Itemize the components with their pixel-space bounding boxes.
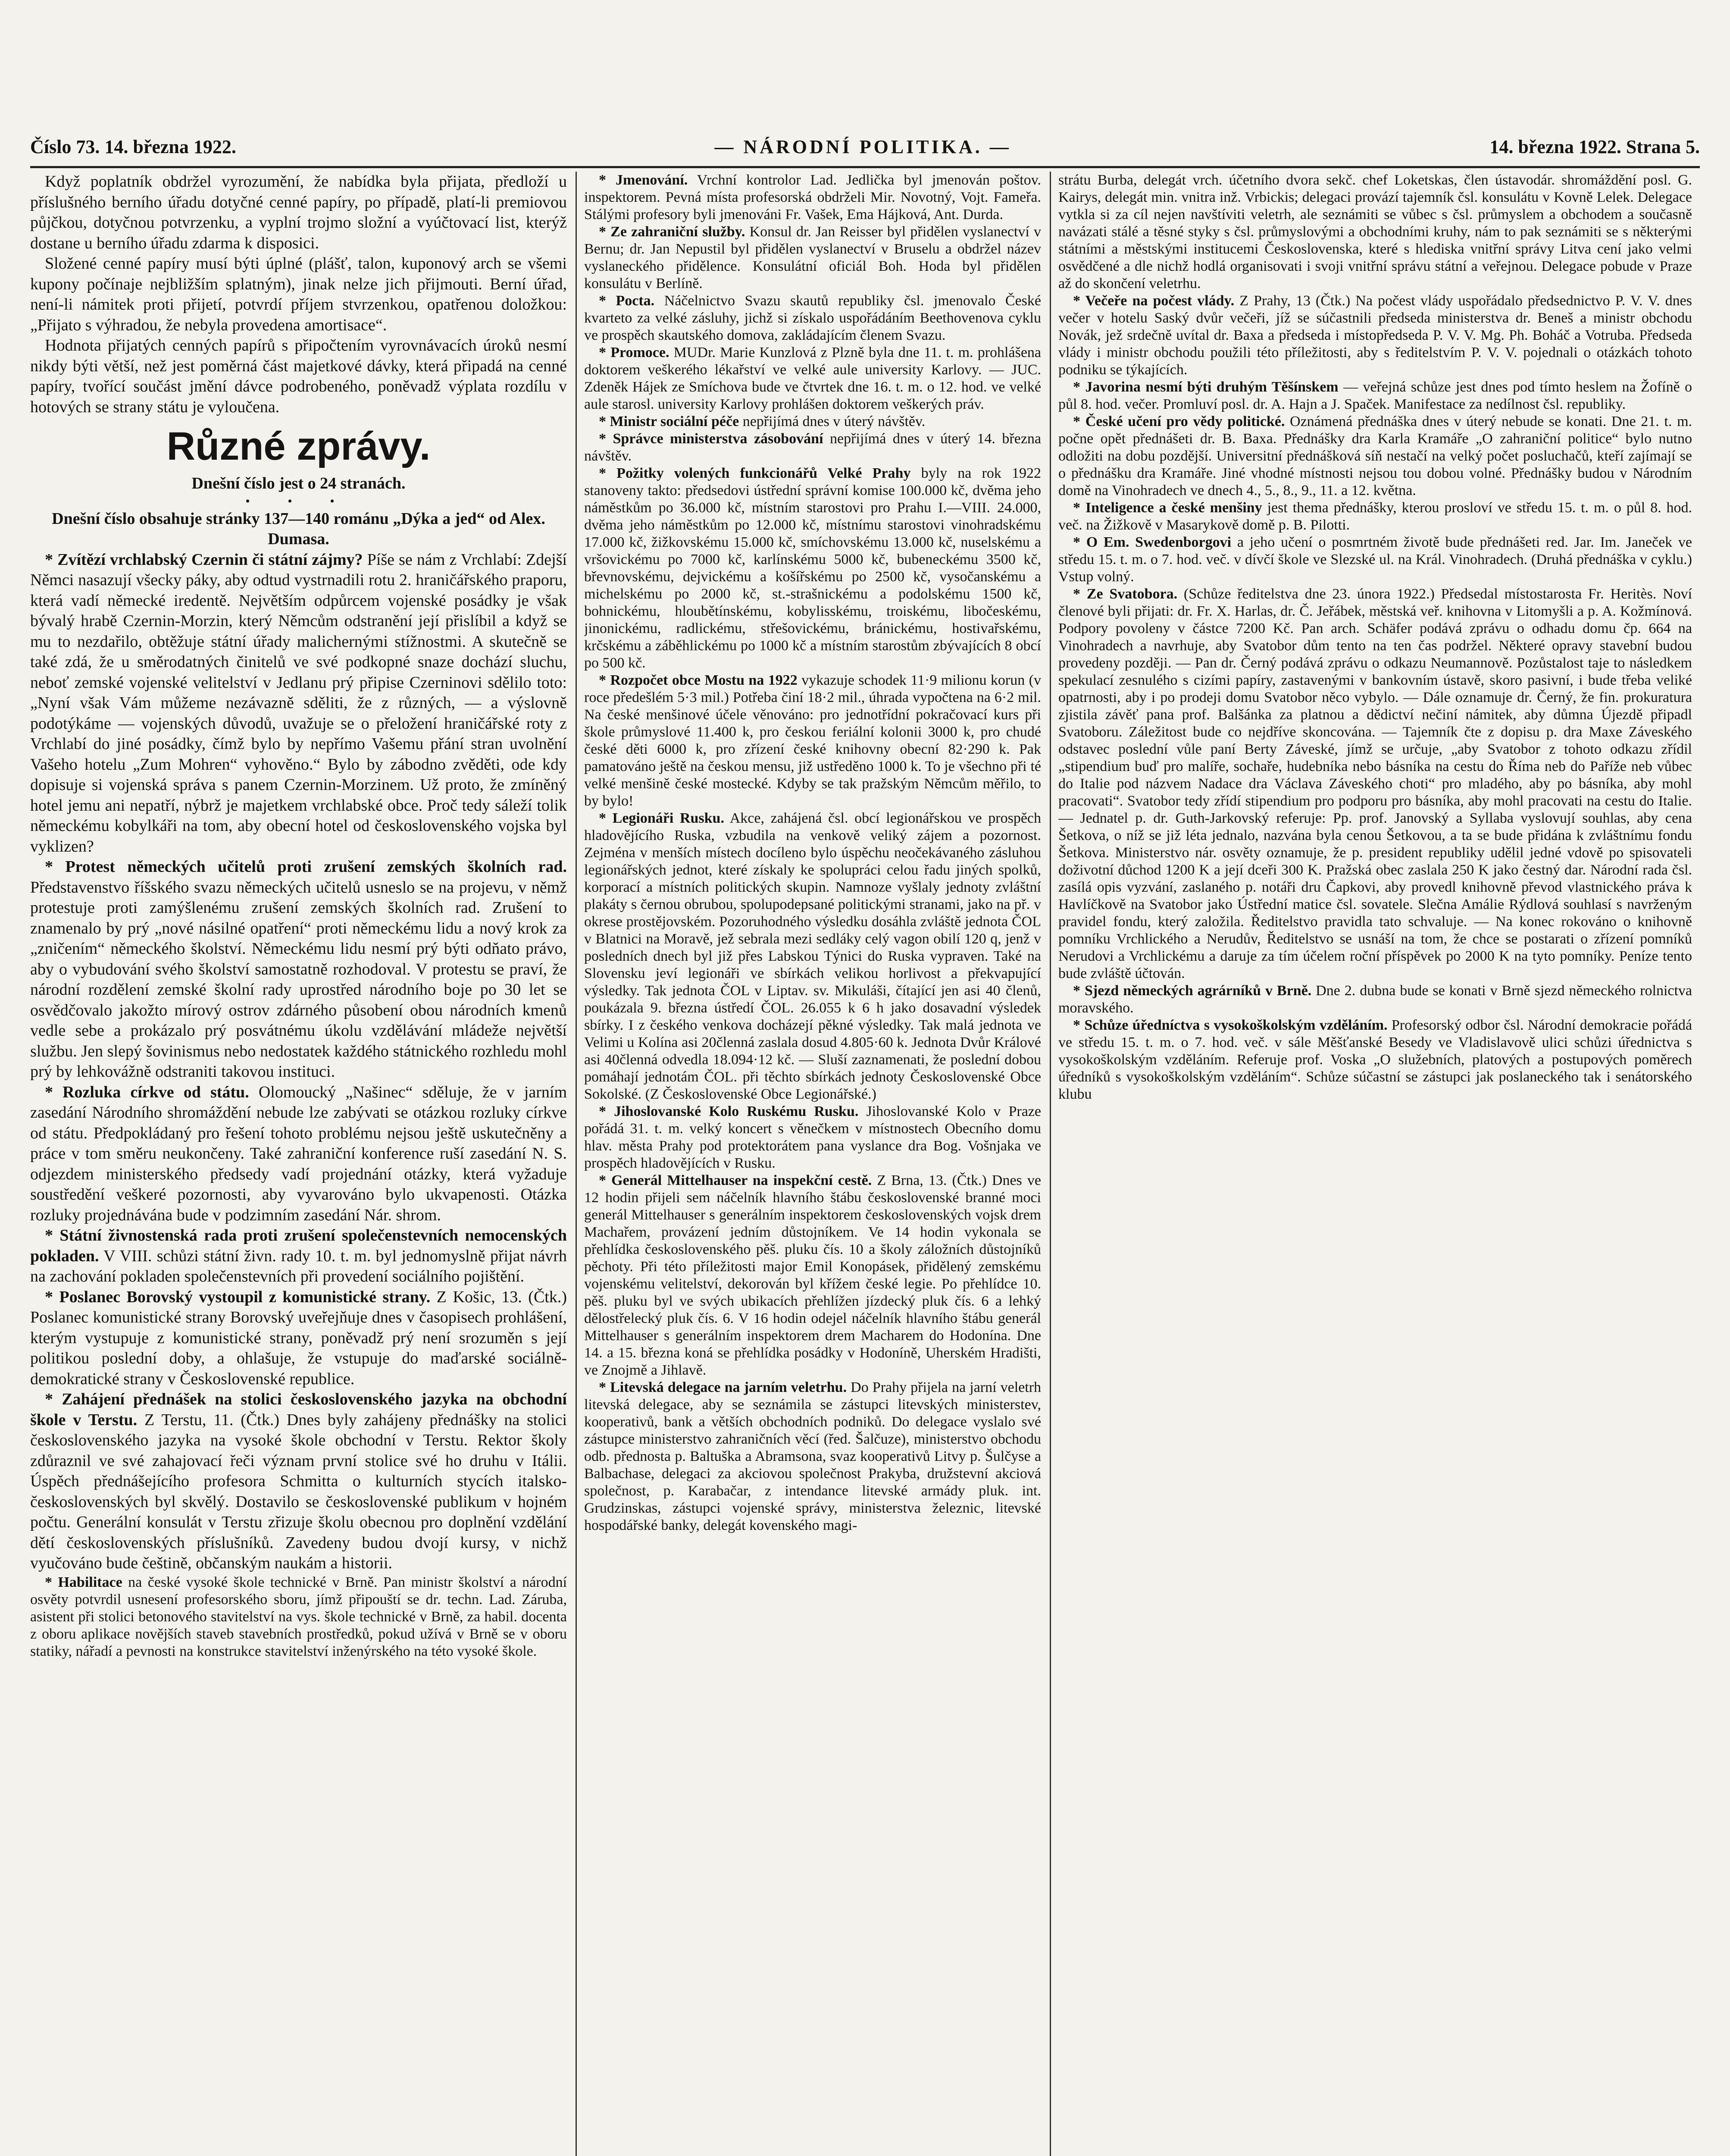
news-item [584,1103,1041,1172]
news-item-headline: * Rozluka církve od státu. [45,1083,249,1101]
news-item-headline: * Pocta. [599,293,655,309]
news-item-headline: * Jihoslovanské Kolo Ruskému Rusku. [599,1103,859,1119]
separator-dots: • • • [245,494,352,508]
news-item-headline: * Litevská delegace na jarním veletrhu. [599,1379,847,1395]
news-item-body: byly na rok 1922 stanoveny takto: předsedovi ústřední správní komise 100.000 kč, dvěma jeho náměstkům po 36.000 kč, místním starostovi pro Prahu I.—VIII. 24.000, dvěma jeho náměstkům po 12.000 kč, místnímu starostovi vinohradskému 17.000 kč, žižkovskému 15.000 kč, smíchovskému 13.000 kč, nuselskému a vršovickému po 7000 kč, karlínskému 5000 kč, bubeneckému 3500 kč, břevnovskému, dejvickému a košířskému po 2500 kč, vysočanskému a michelskému po 2000 kč, st.-strašnickému a podolskému 1500 kč, bohnickému, hloubětínskému, kobylisskému, troiskému, libočeskému, jinonickému, radlickému, střešovickému, bránickému, hostivařskému, krčskému a záběhlickému po 1000 kč a místním starostům zbývajících 8 obcí po 500 kč. [584,465,1041,671]
column-2 [584,172,1041,2156]
news-item-body: Oznámená přednáška dnes v úterý nebude se konati. Dne 21. t. m. počne opět přednášeti dr. B. Baxa. Přednášky dra Karla Kramáře „O zahraniční politice“ bylo nutno odložiti na dobu pozdější. Universitní přednášková síň nestačí na velký počet posluchačů, kteří zajímají se o přednášku dra Kramáře. Jiné vhodné místnosti nejsou tou dobou volné. Přednášky budou v Národním domě na Vinohradech ve dnech 4., 5., 8., 9., 11. a 12. května. [1058,414,1692,498]
news-item-body: Olomoucký „Našinec“ sděluje, že v jarním zasedání Národního shromáždění nebude lze zabývati se otázkou rozluky církve od státu. Předpokládaný pro řešení tohoto problému nejsou ještě uskutečněny a práce v tom směru neukončeny. Také zahraniční konference ruší zasedání N. S. odjezdem ministerského předsedy vadí projednání otázky, která vyžaduje soustředění veškeré pozornosti, aby vyvarováno bylo ukvapenosti. Otázka rozluky projednávána bude v podzimním zasedání Nár. shrom. [30,1083,567,1224]
news-item [30,550,567,857]
news-item [584,172,1041,223]
news-item [584,344,1041,413]
news-item-headline: * Sjezd německých agrárníků v Brně. [1073,983,1312,999]
news-item [1058,379,1692,413]
news-item [30,1225,567,1287]
section-title: Různé zprávy. [166,424,431,468]
news-item [1058,413,1692,499]
news-item [584,430,1041,465]
news-item-body: Náčelnictvo Svazu skautů republiky čsl. jmenovalo České kvarteto za velké zásluhy, jichž si získalo uspořádáním Beethovenova cyklu ve prospěch skautského domova, zakládajícím členem Svazu. [584,293,1041,343]
news-item-body: Představenstvo říšského svazu německých učitelů usneslo se na projevu, v němž protestuje proti zamýšlenému zrušení zemských školních rad. Zrušení to znamenalo by prý „nové násilné opatření“ proti německému lidu a nový krok za „zničením“ německého školství. Německému lidu nesmí prý býti odňato právo, aby o vybudování svého školství samostatně rozhodoval. V protestu se praví, že národní rozdělení zemské školní rady uprostřed národního boje po 30 let se osvědčovalo jakožto mírový ostrov zdárného působení obou národních kmenů vedle sebe a prokázalo prý posvátnému úkolu vzdělávání mládeže největší službu. Jen slepý šovinismus nebo nedostatek každého státnického rozhledu mohl prý by lehkovážně odstraniti takovou instituci. [30,878,567,1081]
news-item-body: (Schůze ředitelstva dne 23. února 1922.) Předsedal místostarosta Fr. Heritès. Noví členové byli přijati: dr. Fr. X. Harlas, dr. Č. Jeřábek, městská veř. knihovna v Litomyšli a p. A. Kožmínová. Podpory povoleny v částce 7200 Kč. Pan arch. Schäfer podává zprávu o odhadu domu čp. 664 na Vinohradech a navrhuje, aby Svatobor dům tento na ten čas podržel. Některé opravy stavební budou provedeny později. — Pan dr. Černý podává zprávu o odkazu Neumannově. Pozůstalost taje to následkem spekulací zesnulého s cizími papíry, zastavenými v bankovním ústavě, skoro pasivní, i bude třeba veliké opatrnosti, aby i po prodeji domu Svatobor něco vybylo. — Dále oznamuje dr. Černý, že fin. prokuratura zjistila závěť pana prof. Balšánka za platnou a dědictví nečiní námitek, aby důmna Újezdě připadl Svatoboru. Záležitost bude co nejdříve skoncována. — Tajemník čte z dopisu p. dra Maxe Záveského odstavec poslední vůle paní Berty Záveské, jímž se určuje, „aby Svatobor z tohoto odkazu zřídil „stipendium buď pro malíře, sochaře, hudebníka nebo básníka na cestu do Říma neb do Paříže neb vůbec do Italie pod názvem Nadace dra Václava Záveského choti“ pro mladého, aby po básníka, aby mohl pracovati“. Svatobor tedy zřídí stipendium pro podporu pro básníka, aby mohl pracovati na cestu do Italie. — Jednatel p. dr. Guth-Jarkovský referuje: Pp. prof. Janovský a Syllaba vyslovují souhlas, aby cena Šetkova, o níž se již léta jednalo, nazvána byla cenou Šetkovou, a ta se bude přidána k zvláštnímu fondu Šetkova. Ministerstvo nár. osvěty oznamuje, že p. president republiky udělil jedné vdově po spisovateli doživotní důchod 1200 K a její dceři 300 K. Pražská obec zaslala 250 K jako čestný dar. Národní rada čsl. zasílá opis vyzvání, zaslaného p. notáři dru Čapkovi, aby provedl knihovně převod vlastnického práva k Havlíčkově na Svatobor jako Ústřední matice čsl. sovatele. Slečna Amálie Rýdlová souhlasí s navrženým pravidel fondu, který založila. Ředitelstvo pravidla tato schvaluje. — Na konec rokováno o knihovně pomníku Vrchlického a Nerudův, Ředitelstvo se usnáší na tom, že chce se postarati o zřízení pomníků Nerudovi a Vrchlickému a daruje za tím účelem roční příspěvek po 2000 K na tyto pomníky. Peníze tento bude zvláště účtován. [1058,586,1692,981]
news-item [584,292,1041,344]
news-item-headline: * Habilitace [45,1574,122,1590]
news-item [30,1287,567,1390]
news-item [584,465,1041,672]
news-item-body: nepřijímá dnes v úterý 14. března návštěv. [584,431,1041,464]
news-item-headline: * Správce ministerstva zásobování [599,431,823,447]
news-item-body: a jeho učení o posmrtném životě bude přednášeti red. Jar. Im. Janeček ve středu 15. t. m. o 7. hod. več. v dívčí škole ve Slezské ul. na Král. Vinohradech. (Druhá přednáška v cyklu.) Vstup volný. [1058,534,1692,585]
news-item-body: Dne 2. dubna bude se konati v Brně sjezd německého rolnictva moravského. [1058,983,1692,1016]
news-item-body: Do Prahy přijela na jarní veletrh litevská delegace, aby se seznámila se zástupci litevských ministerstev, kooperativů, bank a větších obchodních podniků. Do delegace vyslalo své zástupce ministerstvo zahraničních věcí (řed. Šalčuze), ministerstvo obchodu odb. přednosta p. Baltuška a Abramsona, svaz kooperativů Litvy p. Šulčyse a Balbachase, delegaci za akciovou společnost Prakyba, družstevní akciová společnost, p. Karabačar, z intendance litevské armády pluk. int. Grudzinskas, zástupci vojenské správy, ministerstva železnic, litevské hospodářské banky, delegát kovenského magi- [584,1379,1041,1533]
paragraph: Když poplatník obdržel vyrozumění, že nabídka byla přijata, předloží u příslušného berního úřadu dotyčné cenné papíry, po případě, platí-li premiovou půjčkou, dotyčnou potvrzenku, a vyplní trojmo složní a vyúčtovací list, kterýž dostane u berního úřadu zdarma k disposici. [30,172,567,252]
news-item-body: jest thema přednášky, kterou prosloví ve středu 15. t. m. o půl 8. hod. več. na Žižkově v Masarykově domě p. B. Pilotti. [1058,500,1692,533]
news-item-headline: * Schůze úředníctva s vysokoškolským vzděláním. [1073,1017,1388,1033]
news-item [1058,499,1692,534]
news-item-headline: * Večeře na počest vlády. [1073,293,1235,309]
news-item [584,672,1041,810]
news-item [30,1574,567,1660]
news-item-headline: * O Em. Swedenborgovi [1073,534,1232,550]
continued-paragraph: strátu Burba, delegát vrch. účetního dvora sekč. chef Loketskas, člen ústavodár. shromáždění posl. G. Kairys, delegát min. vnitra inž. Vrbickis; delegaci provází tajemník čsl. konsulátu v Kovně Lelek. Delegace vytkla si za cíl nejen navštíviti veletrh, ale seznámiti se vůbec s čsl. průmyslem a obchodem a současně navázati stálé a těsné styky s čsl. průmyslovými a obchodními kruhy, nám to pak seznámiti se s některými státními a městskými institucemi Československa, které s hlediska vnitřní správy Litva cení jako velmi osvědčené a dle nichž hodlá organisovati i svoji vnitřní správu státní a veřejnou. Delegace pobude v Praze až do skončení veletrhu. [1058,172,1692,291]
news-item-headline: * Promoce. [599,345,669,360]
news-item-headline: * Inteligence a české menšiny [1073,500,1262,516]
news-item-headline: * Generál Mittelhauser na inspekční cestě. [599,1172,872,1188]
novel-notice: Dnešní číslo obsahuje stránky 137—140 románu „Dýka a jed“ od Alex. Dumasa. [52,509,545,548]
news-item-body: Jihoslovanské Kolo v Praze pořádá 31. t. m. velký koncert s věnečkem v místnostech Obecního domu hlav. města Prahy pod protektorátem pana vyslance dra Bog. Vošnjaka ve prospěch hladovějících v Rusku. [584,1103,1041,1171]
news-item [584,810,1041,1103]
newspaper-title: — NÁRODNÍ POLITIKA. — [714,136,1011,157]
news-item [30,1082,567,1226]
news-item [1058,292,1692,379]
news-item-headline: * Javorina nesmí býti druhým Těšínskem [1073,379,1339,395]
news-item-headline: * Požitky volených funkcionářů Velké Prahy [599,465,911,481]
issue-pages-notice: Dnešní číslo jest o 24 stranách. [191,474,406,492]
news-item-body: V VIII. schůzi státní živn. rady 10. t. m. byl jednomyslně přijat návrh na zachování pokladen společenstevních při provedení sociálního pojištění. [30,1247,567,1285]
news-item-headline: * Jmenování. [599,172,688,188]
news-item [30,1389,567,1574]
paragraph: Složené cenné papíry musí býti úplné (plášť, talon, kuponový arch se všemi kupony počínaje nejbližším splatným), jinak nelze jich přijmouti. Berní úřad, není-li námitek proti přijetí, potvrdí příjem stvrzenkou, opatřenou doložkou: „Přijato s výhradou, že nebyla provedena amortisace“. [30,254,567,334]
news-item-body: — veřejná schůze jest dnes pod tímto heslem na Žofíně o půl 8. hod. večer. Promluví posl. dr. A. Hajn a J. Spaček. Manifestace za nedílnost čsl. republiky. [1058,379,1692,412]
news-item [1058,534,1692,586]
news-item-body: Vrchní kontrolor Lad. Jedlička byl jmenován poštov. inspektorem. Pevná místa profesorská obdrželi Mir. Novotný, Vojt. Fameřa. Stálými profesory byli jmenováni Fr. Vašek, Ema Hájková, Ant. Durda. [584,172,1041,222]
news-item [1058,586,1692,982]
column-1 [30,172,567,2156]
news-item-headline: * České učení pro vědy politické. [1073,414,1285,429]
news-item-headline: * Rozpočet obce Mostu na 1922 [599,672,798,688]
news-item-body: MUDr. Marie Kunzlová z Plzně byla dne 11. t. m. prohlášena doktorem veškerého lékařství ve velké aule university Karlovy. — JUC. Zdeněk Hájek ze Smíchova bude ve čtvrtek dne 16. t. m. o 12. hod. ve velké aule starosl. university Karlovy prohlášen doktorem veškerých práv. [584,345,1041,412]
news-item [1058,1017,1692,1103]
news-item-headline: * Ze zahraniční služby. [599,224,745,240]
news-item-body: Z Terstu, 11. (Čtk.) Dnes byly zahájeny přednášky na stolici československého jazyka na vysoké škole obchodní v Terstu. Rektor školy zdůraznil ve své zahajovací řeči význam první stolice své ho druhu v Itálii. Úspěch přednášejícího profesora Schmitta o kulturních stycích italsko-československých byl skvělý. Dostavilo se československé publikum v hojném počtu. Generální konsulát v Terstu zřizuje školu obecnou pro doplnění vzdělání dětí československých příslušníků. Zavedeny budou dvojí kursy, v nichž vyučováno bude češtině, občanským naukám a historii. [30,1410,567,1572]
column-3 [1058,172,1692,2156]
date-page-number: 14. března 1922. Strana 5. [1489,136,1700,157]
news-item-headline: * Legionáři Rusku. [599,810,724,826]
news-item-headline: * Ze Svatobora. [1073,586,1178,602]
news-item-body: Píše se nám z Vrchlabí: Zdejší Němci nasazují všecky páky, aby odtud vystrnadili rotu 2. hraničářského praporu, která vadí německé iredentě. Největším odpůrcem vojenské posádky je však bývalý hrabě Czernin-Morzin, který Němcům odstranění její přislíbil a když se mu to nezdařilo, obtěžuje státní úřady malichernými stížnostmi. A skutečně se také zdá, že u směrodatných činitelů ve své podkopné snaze dochází sluchu, neboť zemské vojenské velitelství v Jedlanu prý připise Czerninovi sdělilo toto: „Nyní však Vám můžeme nezávazně sděliti, že z různých, — a výslovně podotýkáme — vojenských důvodů, uvažuje se o přeložení hraničářské roty z Vrchlabí do jiné posádky, čímž bylo by nepřímo Vašemu přání stran uvolnění Vašeho hotelu „Zum Mohren“ vyhověno.“ Bylo by zábodno zvěděti, ode kdy dopisuje si vojenská správa s panem Czernin-Morzinem. Už proto, že zmíněný hotel jemu ani nepatří, nýbrž je majetkem vrchlabské obce. Proč tedy sáleží tolik německému kobylkáři na tom, aby obecní hotel od československého vojska byl vyklizen? [30,550,567,856]
news-item-body: Akce, zahájená čsl. obcí legionářskou ve prospěch hladovějícího Ruska, vzbudila na venkově veliký zájem a pozornost. Zejména v menších místech docíleno bylo úspěchu neočekávaného zásluhou legionářských jednot, které získaly ke spolupráci celou řadu jiných spolků, korporací a místních politických skupin. Namnoze vyšlaly jednoty zvláštní plakáty s černou obrubou, spolupodepsané politickými stranami, jako na př. v okrese prostějovském. Pozoruhodného výsledku dosáhla zvláště jednota ČOL v Blatnici na Moravě, jež sebrala mezi sedláky celý vagon obilí 120 q, jenž v posledních dnech byl již přes Labskou Týnici do Ruska vypraven. Také na Slovensku jeví legionáři ve sbírkách velikou horlivost a překvapující výsledky. Tak jednota ČOL v Liptav. sv. Mikuláši, čítající jen asi 40 členů, poukázala 9. března ústředí ČOL. 26.055 k 6 h jako dosavadní výsledek sbírky. I z českého venkova docházejí pěkné výsledky. Tak malá jednota ve Velimi u Kolína asi 20členná zaslala dosud 4.805·60 k. Jednota Dvůr Králové asi 40členná odvedla 18.094·12 kč. — Sluší zaznamenati, že poslední dobou pomáhají jednotám ČOL. při těchto sbírkách jednoty Československé Obce Sokolské. (Z Československé Obce Legionářské.) [584,810,1041,1102]
news-item [584,1379,1041,1534]
news-item [30,857,567,1082]
paragraph: Hodnota přijatých cenných papírů s připočtením vyrovnávacích úroků nesmí nikdy býti větší, než jest poměrná část majetkové dávky, která připadá na cenné papíry, tvořící součást jmění dávce podrobeného, poněvadž výplata rozdílu v hotových se strany státu je vyloučena. [30,336,567,416]
news-item-body: vykazuje schodek 11·9 milionu korun (v roce předešlém 5·3 mil.) Potřeba činí 18·2 mil., úhrada vypočtena na 6·2 mil. Na české menšinové účele věnováno: pro jednotřídní pokračovací kurs při škole průmyslové 11.400 k, pro českou feriální kolonii 3000 k, pro chudé české děti 6000 k, pro zřízení české knihovny obecní 82·290 k. Pak pamatováno ještě na českou mensu, již ustředěno 1000 k. To je všechno při té velké menšině české mostecké. Kdyby se tak pražským Němcům měřilo, to by bylo! [584,672,1041,809]
issue-number-date: Číslo 73. 14. března 1922. [30,136,236,157]
news-item-body: Z Brna, 13. (Čtk.) Dnes ve 12 hodin přijeli sem náčelník hlavního štábu československé branné moci generál Mittelhauser s generálním inspektorem československých vojsk drem Machařem, provázení jedním důstojníkem. Ve 14 hodin vykonala se přehlídka československého pěš. pluku čís. 10 a školy záložních důstojníků pěchoty. Při této příležitosti major Emil Konopásek, přidělený zemskému vojenskému velitelství, dekorován byl křížem české legie. Po přehlídce 10. pěš. pluku byl ve svých ubikacích přehlížen jízdecký pluk čís. 6 a lehký dělostřelecký pluk čís. 6. V 16 hodin odejel náčelník hlavního štábu generál Mittelhauser s generálním inspektorem drem Macharem do Hodonína. Dne 14. a 15. března koná se přehlídka posádky v Hodoníně, Uherském Hradišti, ve Znojmě a Jihlavě. [584,1172,1041,1378]
news-item [584,413,1041,430]
news-item-headline: * Zahájení přednášek na stolici československého jazyka na obchodní škole v Terstu. [30,1390,567,1429]
running-header [30,127,1700,168]
news-item-body: Z Košic, 13. (Čtk.) Poslanec komunistické strany Borovský uveřejňuje dnes v časopisech prohlášení, kterým vystupuje z komunistické strany, poněvadž prý není srozuměn s její politikou poslední doby, a ohlašuje, že vstupuje do maďarské sociálně-demokratické strany v Československé republice. [30,1288,567,1388]
news-item [584,223,1041,292]
news-item-body: nepřijímá dnes v úterý návštěv. [742,414,926,429]
news-item-body: na české vysoké škole technické v Brně. Pan ministr školství a národní osvěty potvrdil usnesení profesorského sboru, jímž připouští se dr. techn. Lad. Záruba, asistent při stolici betonového stavitelství na vys. škole technické v Brně, za habil. docenta z oboru aplikace novějších staveb stavebních prostředků, pokud užívá v Brně se v oboru statiky, nářadí a pevnosti na konstrukce stavitelství inženýrského na této vysoké škole. [30,1574,567,1659]
news-item-headline: * Ministr sociální péče [599,414,739,429]
column-rule [1050,172,1051,2156]
news-item [1058,982,1692,1017]
news-item-headline: * Poslanec Borovský vystoupil z komunistické strany. [45,1288,431,1306]
news-item-headline: * Protest německých učitelů proti zrušení zemských školních rad. [45,858,567,876]
news-item-headline: * Státní živnostenská rada proti zrušení společenstevních nemocenských pokladen. [30,1226,567,1265]
news-item [584,1172,1041,1379]
column-rule [576,172,577,2156]
news-item-headline: * Zvítězí vrchlabský Czernin či státní zájmy? [45,550,363,569]
news-item-body: Konsul dr. Jan Reisser byl přidělen vyslanectví v Bernu; dr. Jan Nepustil byl přidělen vyslanectví v Bruselu a obdržel název vyslaneckého přidělence. Konsulátní oficiál Boh. Hoda byl přidělen konsulátu v Berlíně. [584,224,1041,291]
news-item-body: Profesorský odbor čsl. Národní demokracie pořádá ve středu 15. t. m. o 7. hod. več. v sále Měšťanské Besedy ve Vladislavově ulici schůzi úřednictva s vysokoškolským vzděláním. Referuje prof. Voska „O služebních, platových a postupových poměrech úředníků s vysokoškolským vzděláním“. Schůze súčastní se zástupci jak poslaneckého tak i senátorského klubu [1058,1017,1692,1102]
news-item-body: Z Prahy, 13 (Čtk.) Na počest vlády uspořádalo předsednictvo P. V. V. dnes večer v hotelu Saský dvůr večeři, jíž se súčastnili předseda ministerstva dr. Beneš a ministr obchodu Novák, jež srdečně uvítal dr. Baxa a předseda i místopředseda P. V. V. Mg. Ph. Boháč a Votruba. Předseda vlády i ministr obchodu použili této příležitosti, aby s ředitelstvím P. V. V. pojednali o otázkách tohoto podniku se týkajících. [1058,293,1692,378]
